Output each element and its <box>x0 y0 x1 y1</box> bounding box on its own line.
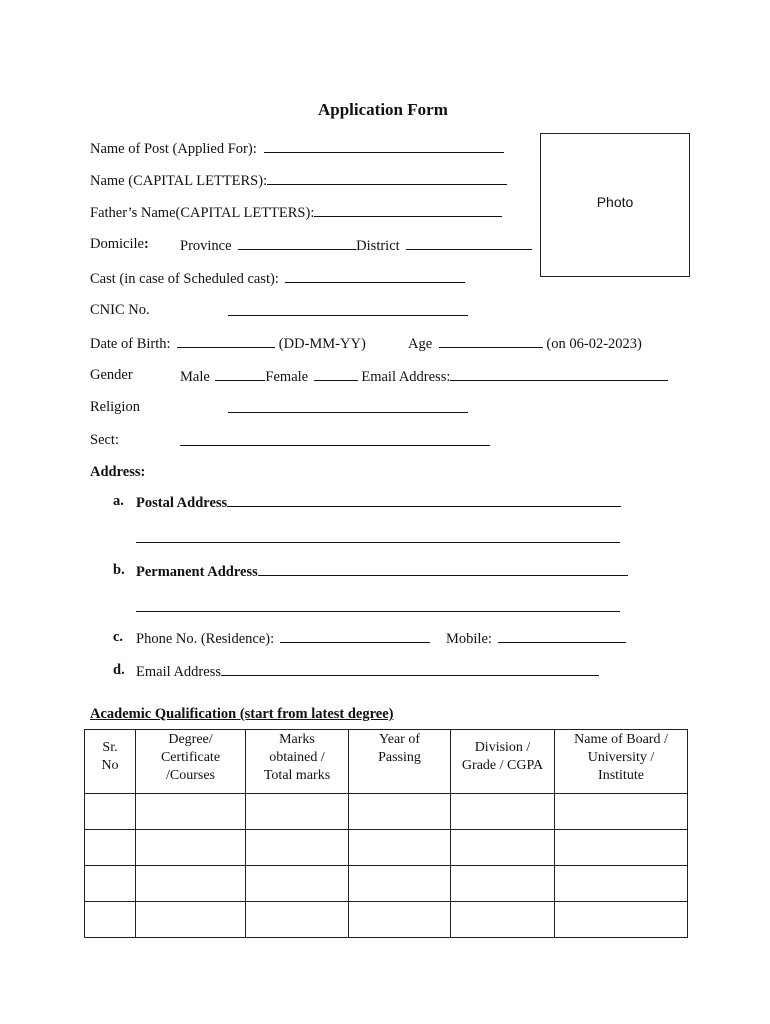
postal-marker: a. <box>113 493 124 509</box>
religion-label: Religion <box>90 399 140 415</box>
col-header-institute: Name of Board / University / Institute <box>555 730 688 794</box>
postal-address-label: Postal Address <box>136 495 228 511</box>
col-header-sr-no: Sr. No <box>85 730 136 794</box>
form-title: Application Form <box>318 100 448 119</box>
table-cell[interactable] <box>85 830 136 866</box>
table-cell[interactable] <box>136 902 246 938</box>
permanent-address-input-line[interactable] <box>258 561 628 576</box>
age-input-line[interactable] <box>439 333 543 348</box>
table-cell[interactable] <box>246 902 349 938</box>
table-row <box>85 866 688 902</box>
col-header-division: Division / Grade / CGPA <box>451 730 555 794</box>
domicile-label-group <box>90 235 149 253</box>
table-cell[interactable] <box>349 902 451 938</box>
table-row <box>85 830 688 866</box>
photo-box[interactable] <box>540 133 690 277</box>
permanent-address-line-2[interactable] <box>136 611 620 612</box>
mobile-field <box>446 628 626 648</box>
cnic-input-line[interactable] <box>228 315 468 316</box>
academic-header-row <box>85 730 688 794</box>
age-label: Age <box>408 336 433 352</box>
cast-label: Cast (in case of Scheduled cast): <box>90 271 279 287</box>
table-cell[interactable] <box>136 866 246 902</box>
table-cell[interactable] <box>85 794 136 830</box>
religion-input-line[interactable] <box>228 412 468 413</box>
name-input-line[interactable] <box>267 170 507 185</box>
table-cell[interactable] <box>349 866 451 902</box>
mobile-input-line[interactable] <box>498 628 626 643</box>
dob-format: (DD-MM-YY) <box>278 336 366 352</box>
table-cell[interactable] <box>85 902 136 938</box>
table-cell[interactable] <box>246 830 349 866</box>
post-label: Name of Post (Applied For): <box>90 141 257 157</box>
mobile-label: Mobile: <box>446 631 492 647</box>
academic-heading: Academic Qualification (start from latest degree) <box>90 706 394 722</box>
dob-input-line[interactable] <box>177 333 275 348</box>
male-label: Male <box>180 369 210 385</box>
phone-label: Phone No. (Residence): <box>136 631 275 647</box>
table-cell[interactable] <box>451 794 555 830</box>
address-email-field <box>136 661 599 681</box>
table-cell[interactable] <box>555 902 688 938</box>
dob-label: Date of Birth: <box>90 336 171 352</box>
father-name-input-line[interactable] <box>314 202 502 217</box>
age-field <box>408 333 642 353</box>
table-cell[interactable] <box>555 794 688 830</box>
domicile-label: Domicile <box>90 236 144 252</box>
district-input-line[interactable] <box>406 235 532 250</box>
email-input-line[interactable] <box>450 366 668 381</box>
address-email-input-line[interactable] <box>221 661 599 676</box>
name-label: Name (CAPITAL LETTERS): <box>90 173 268 189</box>
table-row <box>85 794 688 830</box>
province-input-line[interactable] <box>238 235 356 250</box>
table-cell[interactable] <box>451 902 555 938</box>
age-note: (on 06-02-2023) <box>546 336 642 352</box>
post-input-line[interactable] <box>264 138 504 153</box>
table-row <box>85 902 688 938</box>
email-label: Email Address: <box>361 369 451 385</box>
phone-marker: c. <box>113 629 124 645</box>
permanent-address-field <box>136 561 628 581</box>
father-name-field <box>90 202 502 222</box>
female-input-line[interactable] <box>314 366 358 381</box>
gender-email-field <box>180 366 668 386</box>
table-cell[interactable] <box>246 866 349 902</box>
dob-field <box>90 333 366 353</box>
father-name-label: Father’s Name(CAPITAL LETTERS): <box>90 205 315 221</box>
col-header-year: Year of Passing <box>349 730 451 794</box>
postal-address-field <box>136 492 621 512</box>
photo-label: Photo <box>596 194 634 210</box>
phone-field <box>136 628 430 648</box>
cnic-label: CNIC No. <box>90 302 150 318</box>
email-marker: d. <box>113 662 125 678</box>
table-cell[interactable] <box>349 794 451 830</box>
address-heading: Address: <box>90 464 146 480</box>
province-label: Province <box>180 238 232 254</box>
post-field <box>90 138 504 158</box>
table-cell[interactable] <box>451 830 555 866</box>
col-header-marks: Marks obtained / Total marks <box>246 730 349 794</box>
table-cell[interactable] <box>555 866 688 902</box>
academic-table <box>84 729 688 938</box>
table-cell[interactable] <box>349 830 451 866</box>
domicile-colon: : <box>143 236 149 252</box>
table-cell[interactable] <box>246 794 349 830</box>
permanent-marker: b. <box>113 562 125 578</box>
male-input-line[interactable] <box>215 366 265 381</box>
table-cell[interactable] <box>136 830 246 866</box>
gender-label: Gender <box>90 367 133 383</box>
postal-address-line-2[interactable] <box>136 542 620 543</box>
cast-field <box>90 268 465 288</box>
name-field <box>90 170 507 190</box>
address-email-label: Email Address <box>136 664 221 680</box>
table-cell[interactable] <box>451 866 555 902</box>
district-label: District <box>356 238 400 254</box>
col-header-degree: Degree/ Certificate /Courses <box>136 730 246 794</box>
postal-address-input-line[interactable] <box>227 492 621 507</box>
female-label: Female <box>265 369 309 385</box>
cast-input-line[interactable] <box>285 268 465 283</box>
table-cell[interactable] <box>555 830 688 866</box>
phone-input-line[interactable] <box>280 628 430 643</box>
table-cell[interactable] <box>85 866 136 902</box>
permanent-address-label: Permanent Address <box>136 564 258 580</box>
domicile-fields <box>180 235 532 255</box>
sect-input-line[interactable] <box>180 445 490 446</box>
sect-label: Sect: <box>90 432 119 448</box>
table-cell[interactable] <box>136 794 246 830</box>
